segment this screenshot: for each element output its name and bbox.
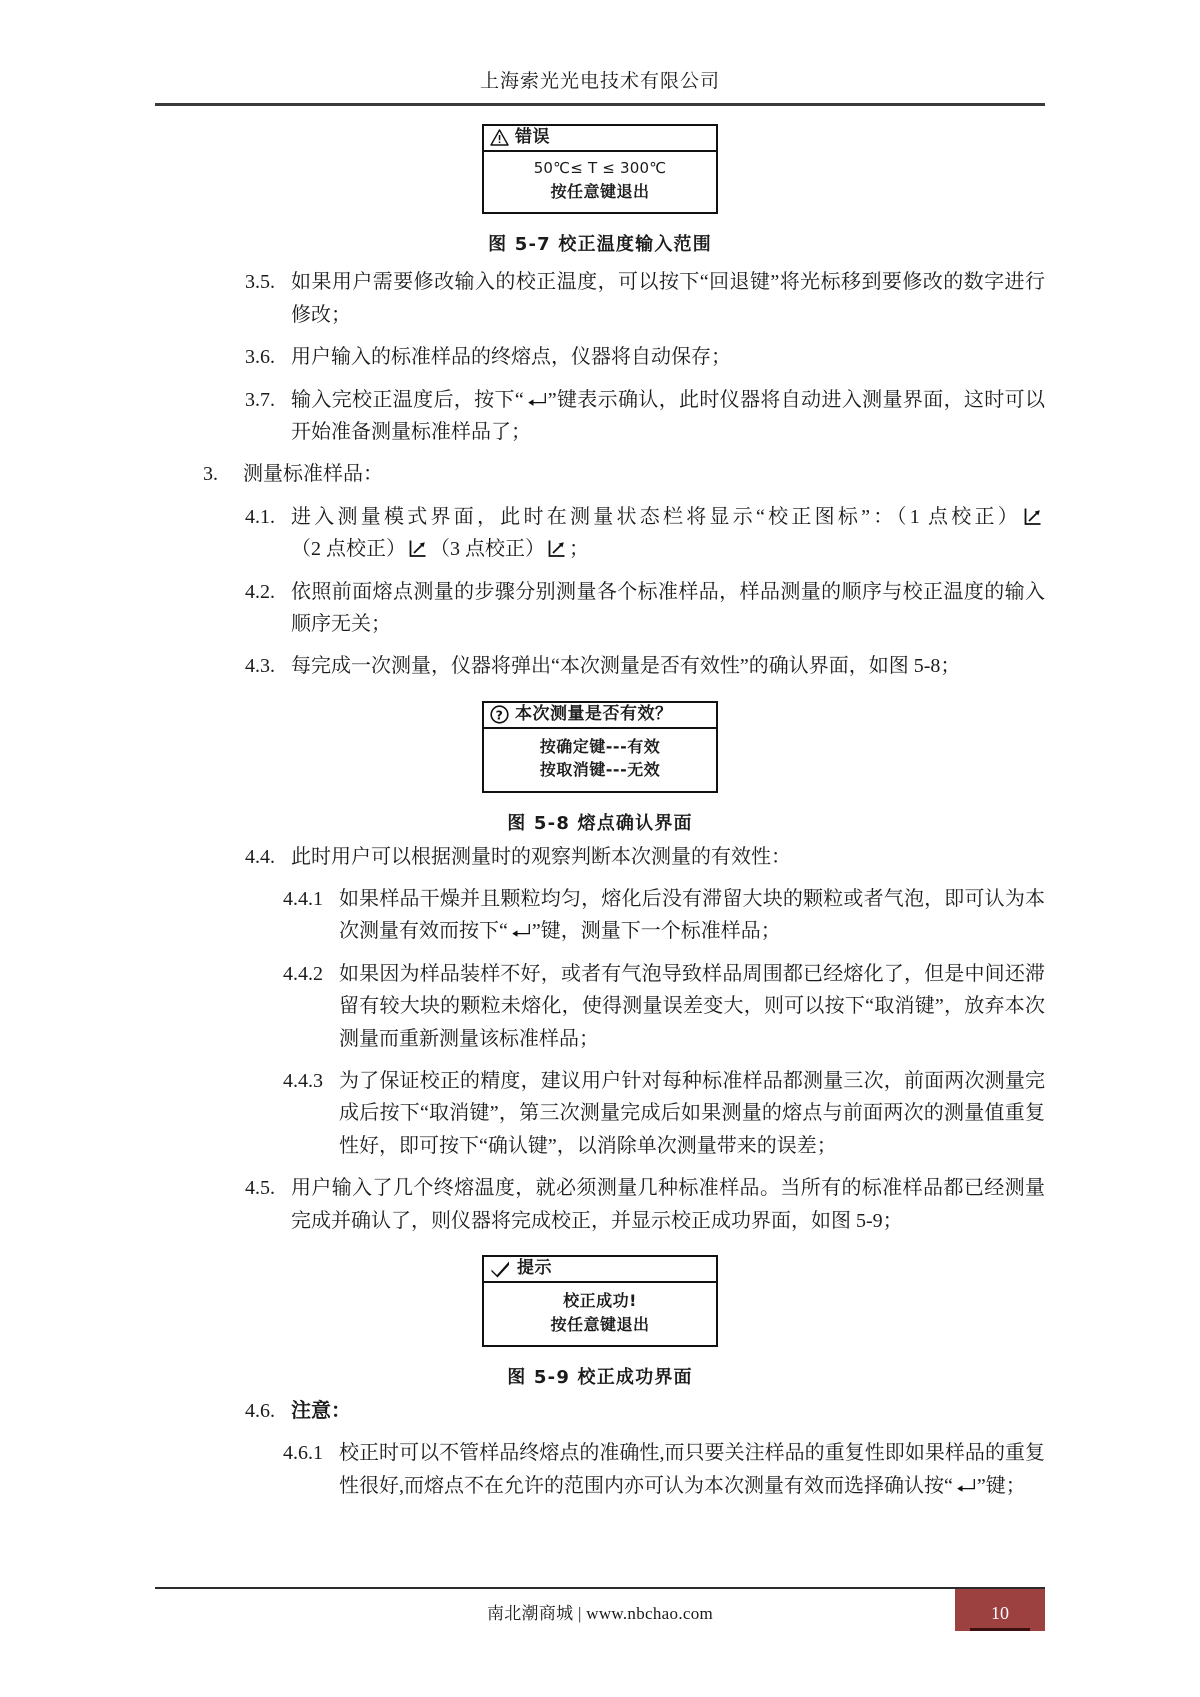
page-number-badge <box>955 1589 1045 1631</box>
list-item-4-4-2 <box>155 958 1045 1055</box>
list-item-text: 依照前面熔点测量的步骤分别测量各个标准样品，样品测量的顺序与校正温度的输入顺序无关； <box>291 580 1045 635</box>
list-item-4-4-3 <box>155 1065 1045 1162</box>
list-item-number: 4.4.2 <box>283 962 323 985</box>
list-item-text <box>291 501 1045 566</box>
list-item-number: 4.2. <box>245 580 275 603</box>
lcd-title-text: 提示 <box>517 1257 552 1278</box>
lcd-screen-confirm <box>482 701 718 793</box>
list-item-text-part-a: 进入测量模式界面，此时在测量状态栏将显示“校正图标”：（1 点校正） <box>291 505 1021 528</box>
calibration-1-point-icon <box>1023 505 1043 525</box>
page-header <box>155 0 1045 106</box>
list-item-text: 用户输入了几个终熔温度，就必须测量几种标准样品。当所有的标准样品都已经测量完成并确认了，则仪器将完成校正，并显示校正成功界面，如图 5-9； <box>291 1177 1045 1232</box>
list-item-text: 如果用户需要修改输入的校正温度，可以按下“回退键”将光标移到要修改的数字进行修改； <box>291 271 1045 326</box>
list-item-3-5 <box>155 266 1045 331</box>
list-item-4-5 <box>155 1172 1045 1237</box>
list-item-text <box>339 883 1045 948</box>
confirm-valid-hint: 按确定键---有效 <box>539 737 661 757</box>
list-item-number: 4.1. <box>245 505 275 528</box>
list-item-4-6 <box>155 1395 1045 1427</box>
list-item-text: 测量标准样品： <box>243 463 383 486</box>
list-item-4-3 <box>155 650 1045 682</box>
temperature-range-text: 50℃≤ T ≤ 300℃ <box>533 159 667 178</box>
list-item-number: 4.4.1 <box>283 887 323 910</box>
list-item-text-part-b: ”键； <box>976 1474 1026 1497</box>
svg-text:?: ? <box>495 707 504 723</box>
list-item-text-part-c: （3 点校正） <box>430 538 545 561</box>
figure-5-7-dialog <box>155 124 1045 214</box>
lcd-title-text: 错误 <box>515 126 550 147</box>
list-item-text <box>291 384 1045 449</box>
confirm-invalid-hint: 按取消键---无效 <box>539 760 661 780</box>
list-item-3-7 <box>155 384 1045 449</box>
list-item-text: 此时用户可以根据测量时的观察判断本次测量的有效性： <box>291 845 791 868</box>
calibration-2-point-icon <box>408 537 428 557</box>
footer-content <box>155 1589 1045 1635</box>
list-item-number: 4.5. <box>245 1177 275 1200</box>
list-item-text-part-b: ”键表示确认，此时仪器将自动进入测量界面，这时可以开始准备测量标准样品了； <box>291 388 1045 443</box>
list-item-3 <box>155 458 1045 490</box>
checkmark-icon <box>490 1260 511 1278</box>
list-item-4-4 <box>155 841 1045 873</box>
lcd-screen-error <box>482 124 718 214</box>
list-item-text <box>339 1437 1045 1502</box>
figure-5-9-caption: 图 5-9 校正成功界面 <box>507 1366 693 1388</box>
list-item-text-part-a: 如果样品干燥并且颗粒均匀，熔化后没有滞留大块的颗粒或者气泡，即可认为本次测量有效而按下“ <box>339 887 1045 943</box>
lcd-body <box>484 729 716 790</box>
page-number: 10 <box>970 1604 1030 1631</box>
page-footer <box>155 1587 1045 1635</box>
list-item-4-4-1 <box>155 883 1045 948</box>
list-item-number: 4.6. <box>245 1399 275 1422</box>
figure-5-7-caption: 图 5-7 校正温度输入范围 <box>488 234 712 256</box>
success-message: 校正成功! <box>563 1291 637 1311</box>
figure-5-8-caption: 图 5-8 熔点确认界面 <box>507 812 693 834</box>
list-item-text-part-b: ”键，测量下一个标准样品； <box>531 920 781 943</box>
list-item-number: 4.4.3 <box>283 1069 323 1092</box>
list-item-text-part-a: 校正时可以不管样品终熔点的准确性,而只要关注样品的重复性即如果样品的重复性很好,而熔点不在允许的范围内亦可认为本次测量有效而选择确认按“ <box>339 1442 1045 1497</box>
lcd-title-bar <box>484 126 716 153</box>
enter-key-icon <box>525 385 547 399</box>
footer-site-link: 南北潮商城 | www.nbchao.com <box>486 1604 714 1623</box>
list-item-4-6-1 <box>155 1437 1045 1502</box>
list-item-4-1 <box>155 501 1045 566</box>
list-item-4-2 <box>155 576 1045 641</box>
warning-triangle-icon <box>490 129 509 146</box>
list-item-text: 为了保证校正的精度，建议用户针对每种标准样品都测量三次，前面两次测量完成后按下“取消键”，第三次测量完成后如果测量的熔点与前面两次的测量值重复性好，即可按下“确认键”，以消除单次测量带来的误差； <box>339 1069 1045 1157</box>
figure-5-8-dialog <box>155 701 1045 793</box>
list-item-number: 4.6.1 <box>283 1442 323 1465</box>
lcd-screen-success <box>482 1255 718 1347</box>
lcd-title-bar <box>484 1257 716 1284</box>
lcd-title-text: 本次测量是否有效？ <box>515 703 673 724</box>
list-item-number: 4.4. <box>245 845 275 868</box>
list-item-text: 用户输入的标准样品的终熔点，仪器将自动保存； <box>291 346 731 369</box>
list-item-text-part-d: ； <box>569 538 589 561</box>
list-item-number: 4.3. <box>245 655 275 678</box>
list-item-text-part-b: （2 点校正） <box>291 538 406 561</box>
lcd-body <box>484 1283 716 1344</box>
list-item-text: 注意： <box>291 1399 351 1422</box>
list-item-text: 如果因为样品装样不好，或者有气泡导致样品周围都已经熔化了，但是中间还滞留有较大块的颗粒未熔化，使得测量误差变大，则可以按下“取消键”，放弃本次测量而重新测量该标准样品； <box>339 962 1045 1050</box>
calibration-3-point-icon <box>547 537 567 557</box>
header-divider <box>155 103 1045 106</box>
lcd-body <box>484 152 716 212</box>
list-item-number: 3. <box>203 463 218 486</box>
list-item-number: 3.7. <box>245 388 275 411</box>
enter-key-icon <box>509 916 531 930</box>
exit-hint-text: 按任意键退出 <box>550 182 650 202</box>
question-mark-circle-icon <box>490 705 509 724</box>
list-item-text: 每完成一次测量，仪器将弹出“本次测量是否有效性”的确认界面，如图 5-8； <box>291 655 961 678</box>
exit-hint-text: 按任意键退出 <box>550 1314 650 1334</box>
list-item-number: 3.5. <box>245 271 275 294</box>
list-item-number: 3.6. <box>245 346 275 369</box>
lcd-title-bar <box>484 703 716 730</box>
figure-5-9-dialog <box>155 1255 1045 1347</box>
header-company-name: 上海索光光电技术有限公司 <box>479 71 720 92</box>
enter-key-icon <box>954 1471 976 1485</box>
list-item-text-part-a: 输入完校正温度后，按下“ <box>291 388 524 411</box>
list-item-3-6 <box>155 341 1045 373</box>
